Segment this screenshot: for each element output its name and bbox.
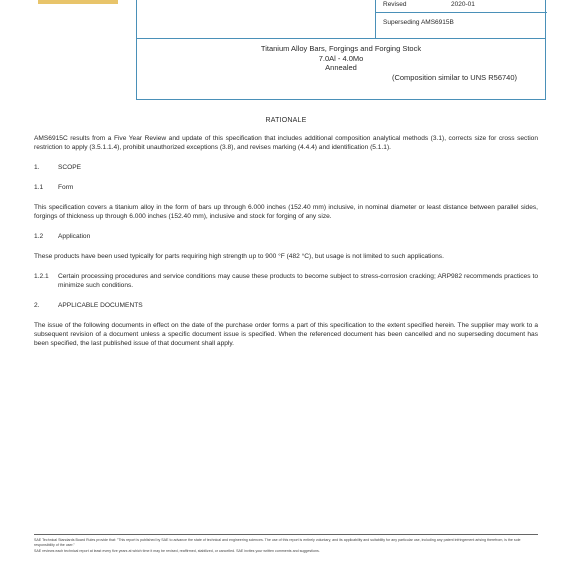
revised-row-line: [375, 12, 547, 13]
sae-logo-strip: [38, 0, 118, 4]
spec-title: Titanium Alloy Bars, Forgings and Forging Stock: [260, 44, 422, 53]
spec-composition: (Composition similar to UNS R56740): [391, 72, 517, 82]
application-text: These products have been used typically for parts requiring high strength up to 900 °F (482 °C), but usage is not limited to such applications.: [34, 253, 444, 260]
section-number: 2.: [34, 302, 40, 309]
footer-rules-text: SAE Technical Standards Board Rules provide that: "This report is published by SAE to advance the state of technical and engineering sciences. The use of this report is entirely voluntary, and its applicability and suitability for any particular use, including any patent infringement arising therefrom, is the sole responsibility of the user.": [34, 538, 521, 547]
section-title: APPLICABLE DOCUMENTS: [58, 302, 143, 309]
section-application-heading: [34, 232, 538, 241]
header-divider: [375, 0, 376, 38]
section-form-heading: [34, 183, 538, 192]
header-top-row: [137, 0, 545, 39]
section-title: Form: [58, 184, 74, 191]
section-number: 1.1: [34, 184, 44, 191]
documents-text: The issue of the following documents in effect on the date of the purchase order forms a part of this specification to the extent specified herein. The supplier may work to a subsequent revision of a document unless a specific document issue is specified. When the referenced document has been cancelled and no superseding document has been specified, the last published issue of that document shall apply.: [34, 322, 538, 347]
spec-condition: Annealed: [325, 63, 357, 72]
superseding-label: Superseding AMS6915B: [383, 19, 454, 26]
section-documents-heading: [34, 301, 538, 310]
section-title: Application: [58, 233, 91, 240]
spec-alloy: 7.0Al - 4.0Mo: [318, 53, 364, 63]
section-number: 1.: [34, 164, 40, 171]
subsection-1-2-1: [34, 272, 538, 290]
revised-label: Revised: [383, 1, 407, 8]
footer-review-text: SAE reviews each technical report at least every five years at which time it may be revised, reaffirmed, stabilized, or cancelled. SAE invites your written comments and suggestions.: [34, 549, 320, 554]
section-scope-heading: [34, 163, 538, 172]
form-text: This specification covers a titanium alloy in the form of bars up through 6.000 inches (152.40 mm) inclusive, in nominal diameter or least distance between parallel sides, forgings of thickness up through 6.000 inches (152.40 mm), inclusive and stock for forging of any size.: [34, 204, 538, 220]
rationale-text: AMS6915C results from a Five Year Review and update of this specification that includes additional composition analytical methods (3.1), corrects size for cross section restriction to apply (3.5.1.1.4), prohibit unauthorized exceptions (3.8), and revises marking (4.4.4) and identification (5.1.1).: [34, 135, 538, 151]
revised-date: 2020-01: [451, 1, 475, 8]
section-number: 1.2.1: [34, 273, 49, 280]
spec-title-block: [137, 44, 545, 82]
section-number: 1.2: [34, 233, 44, 240]
document-header: [136, 0, 546, 100]
rationale-heading: RATIONALE: [265, 117, 307, 124]
section-title: SCOPE: [58, 164, 82, 171]
document-footer: [34, 534, 538, 556]
subsection-text: Certain processing procedures and service conditions may cause these products to become subject to stress-corrosion cracking; ARP982 recommends practices to minimize such conditions.: [58, 273, 538, 289]
document-body: [34, 116, 538, 359]
